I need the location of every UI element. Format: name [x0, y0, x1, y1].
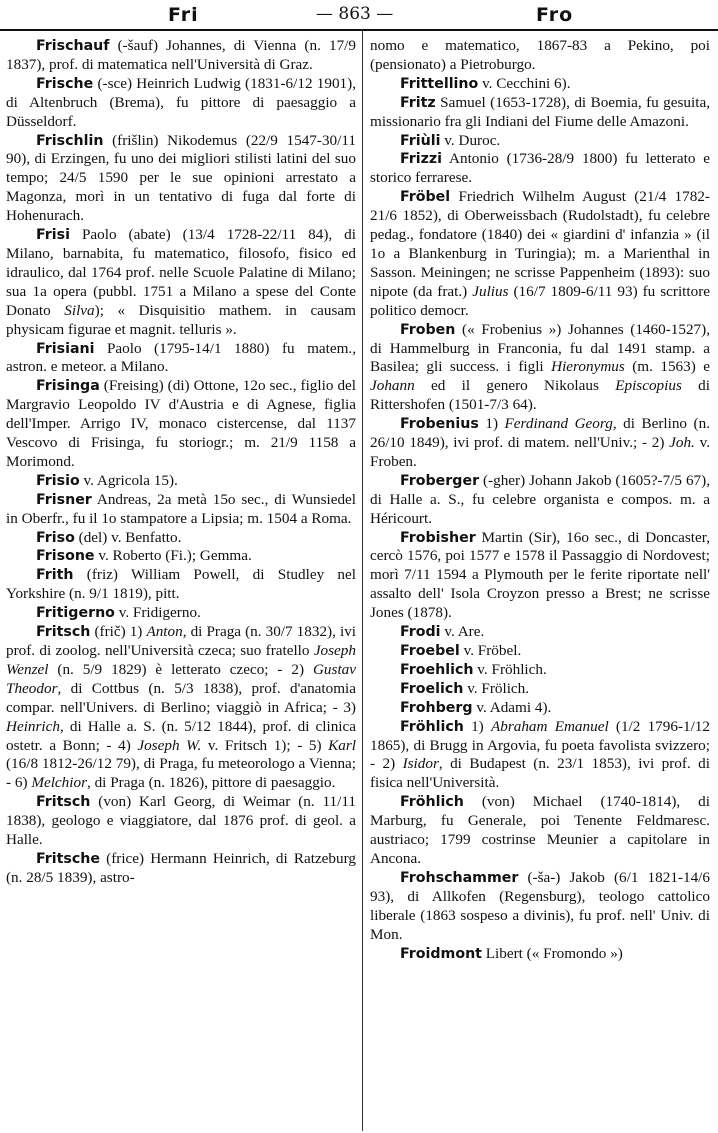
- dictionary-entry: [370, 415, 710, 472]
- entry-text: (-šauf) Johannes, di Vienna (n. 17/9 1837), prof. di matematica nell'Università di Graz.: [6, 37, 356, 73]
- entry-text: (frice) Hermann Heinrich, di Ratzeburg (n. 28/5 1839), astro-: [6, 849, 356, 886]
- entry-text: (-ša-) Jakob (6/1 1821-14/6 93), di Allkofen (Regensburg), teologo cattolico liberale (1863 sospeso a divinis), fu prof. nell' Univ. di Mon.: [370, 868, 710, 943]
- entry-italic-name: Hieronymus: [551, 358, 625, 376]
- dictionary-entry: [6, 132, 356, 227]
- entry-headword: Fröbel: [400, 189, 451, 206]
- right-column: [370, 37, 710, 1129]
- entry-text: nomo e matematico, 1867-83 a Pekino, poi (pensionato) a Pietroburgo.: [370, 37, 710, 73]
- entry-headword: Frizzi: [400, 151, 443, 168]
- entry-text: Samuel (1653-1728), di Boemia, fu gesuita, missionario fra gli Indiani del Fiume delle Amazoni.: [370, 93, 710, 130]
- entry-headword: Fröhlich: [400, 794, 464, 811]
- entry-text: (-sce) Heinrich Ludwig (1831-6/12 1901), di Altenbruch (Brema), fu pittore di paesaggio a Düsseldorf.: [6, 74, 356, 130]
- entry-headword: Froehlich: [400, 661, 474, 678]
- entry-italic-name: Joh.: [669, 434, 695, 452]
- dictionary-entry: [370, 529, 710, 624]
- entry-text: , di Halle a. S. (n. 5/12 1844), prof. di clinica ostetr. a Bonn; - 4): [6, 717, 356, 754]
- entry-text: , di Praga (n. 30/7 1832), ivi prof. di zoolog. nell'Università czeca; suo fratello: [6, 623, 356, 659]
- entry-italic-name: Joseph Wenzel: [6, 642, 356, 678]
- dictionary-entry: [370, 37, 710, 75]
- entry-text: , di Budapest (n. 23/1 1853), ivi prof. di fisica nell'Università.: [370, 755, 710, 792]
- entry-headword: Frohberg: [400, 699, 473, 716]
- header-rule: [0, 29, 718, 31]
- entry-headword: Frische: [36, 75, 94, 92]
- dictionary-entry: [6, 566, 356, 604]
- entry-headword: Frith: [36, 567, 74, 584]
- entry-text: Martin (Sir), 16o sec., di Doncaster, cercò 1576, poi 1577 e 1578 il Passaggio di Nordovest; morì 7/11 1594 a Plymouth per le ferite riportate nell' assalto dell' Isola Croyzon presso a Brest; ne scrisse Jones (1878).: [370, 528, 710, 622]
- entry-headword: Fritsch: [36, 624, 91, 641]
- entry-headword: Frohschammer: [400, 869, 519, 886]
- entry-text: Paolo (1795-14/1 1880) fu matem., astron. e meteor. a Milano.: [6, 339, 356, 376]
- entry-text: (del) v. Benfatto.: [74, 528, 182, 546]
- entry-italic-name: Anton: [146, 623, 183, 641]
- dictionary-entry: [6, 75, 356, 132]
- entry-text: v. Fröbel.: [459, 642, 522, 659]
- dictionary-entry: [6, 491, 356, 529]
- dictionary-entry: [370, 75, 710, 94]
- entry-text: v. Froben.: [370, 434, 710, 470]
- dictionary-entry: [6, 604, 356, 623]
- entry-text: (frič) 1): [90, 623, 147, 641]
- entry-headword: Froelich: [400, 680, 464, 697]
- entry-headword: Frisi: [36, 227, 70, 244]
- dictionary-entry: [6, 623, 356, 793]
- entry-text: v. Duroc.: [440, 131, 501, 149]
- entry-headword: Frisio: [36, 472, 80, 489]
- dictionary-entry: [370, 680, 710, 699]
- entry-text: (m. 1563) e: [624, 358, 710, 376]
- dictionary-entry: [6, 850, 356, 888]
- entry-text: (1/2 1796-1/12 1865), di Brugg in Argovia, fu poeta favolista svizzero; - 2): [370, 717, 710, 773]
- dictionary-entry: [6, 340, 356, 378]
- entry-text: (von) Karl Georg, di Weimar (n. 11/11 1838), geologo e viaggiatore, dal 1876 prof. di geol. a Halle.: [6, 793, 356, 849]
- entry-text: Antonio (1736-28/9 1800) fu letterato e storico ferrarese.: [370, 150, 710, 187]
- header-right-guide: Fro: [536, 4, 574, 26]
- entry-text: v. Cecchini 6).: [478, 74, 571, 92]
- entry-text: v. Agricola 15).: [79, 471, 178, 489]
- entry-text: Friedrich Wilhelm August (21/4 1782-21/6 1852), di Oberweissbach (Rudolstadt), fu celebre pedag., fondatore (1840) dei « giardini d' infanzia » (il 1o a Blankenburg in Turingia); m. a Marienthal in Sasson. Meiningen; ne scrisse Pappenheim (1893): suo nipote (da frat.): [370, 188, 710, 300]
- dictionary-entry: [370, 699, 710, 718]
- header-left-guide: Fri: [168, 4, 199, 26]
- entry-text: v. Fritsch 1); - 5): [201, 736, 329, 754]
- entry-text: (16/8 1812-26/12 79), di Praga, fu meteorologo a Vienna; - 6): [6, 755, 356, 792]
- entry-headword: Frobenius: [400, 416, 479, 433]
- entry-headword: Friso: [36, 529, 75, 546]
- entry-headword: Froben: [400, 321, 456, 338]
- dictionary-entry: [370, 132, 710, 151]
- dictionary-entry: [370, 94, 710, 132]
- entry-headword: Frisone: [36, 548, 95, 565]
- left-column: [6, 37, 356, 1129]
- entry-text: (« Frobenius ») Johannes (1460-1527), di Hammelburg in Franconia, fu dal 1491 stamp. a Basilea; gli success. i figli: [370, 320, 710, 376]
- column-divider: [362, 31, 363, 1131]
- entry-headword: Frischlin: [36, 132, 104, 149]
- entry-italic-name: Johann: [370, 377, 415, 395]
- entry-headword: Froidmont: [400, 945, 482, 962]
- dictionary-entry: [370, 661, 710, 680]
- entry-text: v. Frölich.: [463, 679, 530, 697]
- entry-text: v. Are.: [440, 623, 485, 641]
- entry-text: (friz) William Powell, di Studley nel Yorkshire (n. 9/1 1819), pitt.: [6, 566, 356, 603]
- entry-text: , di Cottbus (n. 5/3 1838), prof. d'anatomia compar. nell'Univers. di Berlino; viaggiò in Africa; - 3): [6, 679, 356, 716]
- dictionary-entry: [370, 623, 710, 642]
- dictionary-entry: [6, 37, 356, 75]
- dictionary-entry: [370, 793, 710, 869]
- entry-italic-name: Gustav Theodor: [6, 660, 356, 697]
- entry-headword: Fritz: [400, 94, 436, 111]
- entry-headword: Fröhlich: [400, 718, 464, 735]
- dictionary-entry: [370, 150, 710, 188]
- entry-text: , di Berlino (n. 26/10 1849), ivi prof. di matem. nell'Univ.; - 2): [370, 415, 710, 452]
- dictionary-entry: [6, 472, 356, 491]
- entry-text: v. Roberto (Fi.); Gemma.: [94, 547, 252, 565]
- entry-italic-name: Julius: [472, 282, 509, 300]
- entry-headword: Froebel: [400, 643, 460, 659]
- dictionary-entry: [370, 945, 710, 964]
- entry-headword: Froberger: [400, 472, 480, 489]
- entry-text: v. Fridigerno.: [114, 604, 201, 622]
- entry-text: Paolo (abate) (13/4 1728-22/11 84), di Milano, barnabita, fu matematico, filosofo, fisico ed idraulico, dal 1764 prof. nelle Scuole Palatine di Milano; sua 1a opera (pubbl. 1751 a Milano a spese del Conte Donato: [6, 226, 356, 319]
- entry-text: ); « Disquisitio mathem. in causam physicam figurae et magnit. telluris ».: [6, 301, 356, 338]
- entry-italic-name: Joseph W.: [137, 736, 202, 754]
- dictionary-entry: [370, 472, 710, 529]
- dictionary-entry: [6, 226, 356, 339]
- dictionary-entry: [370, 718, 710, 794]
- entry-headword: Friùli: [400, 132, 441, 149]
- entry-headword: Frisiani: [36, 340, 95, 357]
- page-number: — 863 —: [316, 4, 394, 24]
- entry-italic-name: Heinrich: [6, 717, 60, 735]
- entry-text: v. Adami 4).: [472, 698, 552, 716]
- entry-headword: Fritigerno: [36, 605, 115, 622]
- entry-italic-name: Isidor: [402, 755, 439, 773]
- entry-headword: Frisner: [36, 491, 92, 508]
- entry-italic-name: Abraham Emanuel: [490, 717, 609, 735]
- entry-text: 1): [463, 717, 491, 735]
- entry-headword: Fritsch: [36, 794, 91, 811]
- entry-headword: Frodi: [400, 624, 441, 641]
- page-header: [0, 0, 718, 30]
- dictionary-entry: [6, 793, 356, 850]
- entry-text: ed il genero Nikolaus: [414, 377, 616, 395]
- entry-text: Andreas, 2a metà 15o sec., di Wunsiedel in Oberfr., fu il 1o stampatore a Lipsia; m. 1504 a Roma.: [6, 490, 356, 527]
- entry-italic-name: Karl: [328, 736, 356, 754]
- dictionary-entry: [370, 321, 710, 416]
- dictionary-entry: [370, 188, 710, 320]
- entry-headword: Frittellino: [400, 75, 479, 92]
- dictionary-entry: [370, 869, 710, 945]
- dictionary-entry: [6, 529, 356, 548]
- entry-text: di Rittershofen (1501-7/3 64).: [370, 377, 710, 414]
- entry-text: (von) Michael (1740-1814), di Marburg, fu Generale, poi Tenente Feldmaresc. austriaco; 1799 costrinse Meunier a capitolare in Ancona.: [370, 793, 710, 867]
- entry-text: v. Fröhlich.: [473, 660, 547, 678]
- entry-text: (Freising) (di) Ottone, 12o sec., figlio del Margravio Leopoldo IV d'Austria e di Agnese, figlia dell'Imper. Arrigo IV, monaco cistercense, dal 1137 Vescovo di Frisinga, fu storiogr.; m. 21/9 1158 a Morimond.: [6, 377, 356, 470]
- entry-text: (frišlin) Nikodemus (22/9 1547-30/11 90), di Erzingen, fu uno dei migliori stilisti latini del suo tempo; 24/5 1590 per le sue opinioni arrestato a Magonza, morì in un tentativo di fuga dal forte di Hohenurach.: [6, 131, 356, 225]
- entry-text: (-gher) Johann Jakob (1605?-7/5 67), di Halle a. S., fu celebre organista e compos. m. a Héricourt.: [370, 471, 710, 527]
- entry-text: (n. 5/9 1829) è letterato czeco; - 2): [48, 660, 313, 678]
- dictionary-entry: [6, 377, 356, 472]
- entry-headword: Frischauf: [36, 38, 110, 54]
- entry-italic-name: Episcopius: [615, 377, 682, 395]
- entry-headword: Fritsche: [36, 850, 101, 867]
- entry-headword: Frobisher: [400, 529, 476, 546]
- dictionary-entry: [370, 642, 710, 661]
- entry-text: 1): [478, 415, 505, 433]
- entry-headword: Frisinga: [36, 378, 100, 395]
- entry-text: Libert (« Fromondo »): [481, 944, 623, 962]
- entry-text: , di Praga (n. 1826), pittore di paesaggio.: [86, 774, 336, 792]
- entry-italic-name: Ferdinand Georg: [504, 415, 613, 433]
- entry-italic-name: Melchior: [31, 774, 87, 792]
- entry-italic-name: Silva: [64, 301, 95, 319]
- dictionary-entry: [6, 547, 356, 566]
- entry-text: (16/7 1809-6/11 93) fu scrittore politico democr.: [370, 282, 710, 319]
